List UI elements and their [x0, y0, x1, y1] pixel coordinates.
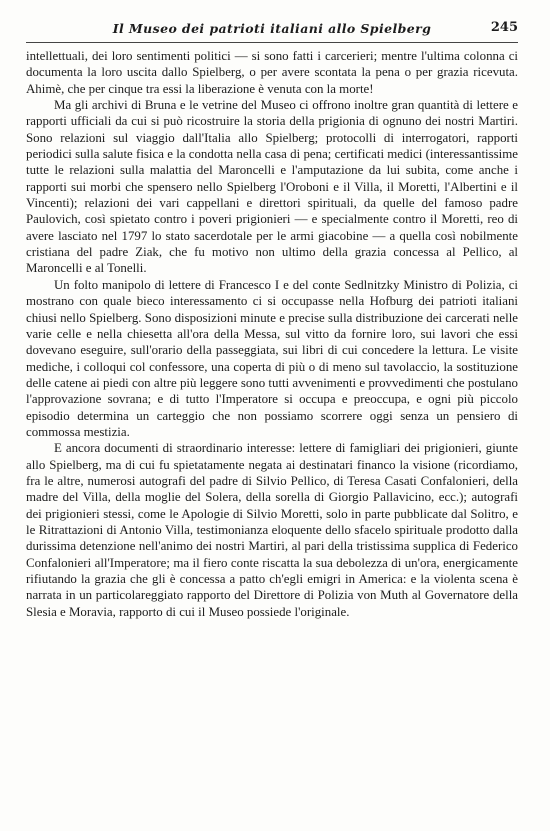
page-number: 245 [490, 20, 518, 35]
paragraph-continuation: intellettuali, dei loro sentimenti politici — si sono fatti i carcerieri; mentre l'ultima colonna ci documenta la loro uscita dallo Spielberg, o per avere scontata la pena o per grazia ricevuta. Ahimè, che per cinque tra essi la liberazione è venuta con la morte! [26, 49, 518, 96]
paragraph-letters-emperor: Un folto manipolo di lettere di Francesco I e del conte Sedlnitzky Ministro di Polizia, ci mostrano con quale bieco interessamento ci si occupasse nella Hofburg dei patrioti italiani chiusi nello Spielberg. Sono disposizioni minute e precise sulla distribuzione dei carcerati nelle varie celle e nella chiesetta all'ora della Messa, sul vitto da fornire loro, sui lavori che essi dovevano eseguire, sull'orario della passeggiata, sui libri di cui concedere la lettura. Le visite mediche, i colloqui col confessore, una coperta di più o di meno sul tavolaccio, la sostituzione delle catene ai piedi con altre più leggere sono tutti avvenimenti e provvedimenti che postulano l'approvazione sovrana; e di tutto l'Imperatore si occupa e preoccupa, e ogni più piccolo episodio determina un carteggio che non possiamo scorrere oggi senza un pensiero di commossa mestizia. [26, 277, 518, 439]
running-head [26, 20, 518, 43]
paragraph-documents: E ancora documenti di straordinario interesse: lettere di famigliari dei prigionieri, giunte allo Spielberg, ma di cui fu spietatamente negata ai destinatari financo la visione (ricordiamo, fra le altre, numerosi autografi del padre di Silvio Pellico, di Teresa Casati Confalonieri, della madre del Villa, della moglie del Solera, della sorella di Giorgio Pallavicino, ecc.); autografi dei prigionieri stessi, come le Apologie di Silvio Moretti, solo in parte pubblicate dal Solitro, e le Ritrattazioni di Antonio Villa, testimonianza eloquente dello sfacelo spirituale prodotto dalla durissima detenzione nell'animo dei nostri Martiri, al pari della tristissima supplica di Federico Confalonieri all'Imperatore; ma il fiero conte riscatta la sua debolezza di un'ora, energicamente rifiutando la grazia che gli è concessa a patto ch'egli emigri in America: e la violenta scena è narrata in un particolareggiato rapporto del Direttore di Polizia von Muth al Governatore della Slesia e Moravia, rapporto di cui il Museo possiede l'originale. [26, 441, 518, 619]
body-text [26, 48, 518, 620]
running-title: Il Museo dei patrioti italiani allo Spielberg [112, 21, 432, 36]
paragraph-archives: Ma gli archivi di Bruna e le vetrine del Museo ci offrono inoltre gran quantità di lettere e rapporti ufficiali da cui si può ricostruire la storia della prigionia di ognuno dei nostri Martiri. Sono relazioni sul viaggio dall'Italia allo Spielberg; protocolli di interrogatori, rapporti periodici sulla salute fisica e la condotta nella casa di pena; certificati medici (interessantissime tutte le relazioni sulla malattia del Maroncelli e l'amputazione da lui subita, come anche i rapporti sui morbi che spensero nello Spielberg l'Oroboni e il Villa, il Moretti, l'Albertini e il Vincenti); relazioni dei vari cappellani e direttori spirituali, da quelle del famoso padre Paulovich, così spietato contro i poveri prigionieri — e specialmente contro il Moretti, reo di avere lasciato nel 1797 lo stato sacerdotale per le armi giacobine — a quella così nobilmente cristiana del padre Ziak, che fu motivo non ultimo della grazia concessa al Pellico, al Maroncelli e al Tonelli. [26, 98, 518, 276]
